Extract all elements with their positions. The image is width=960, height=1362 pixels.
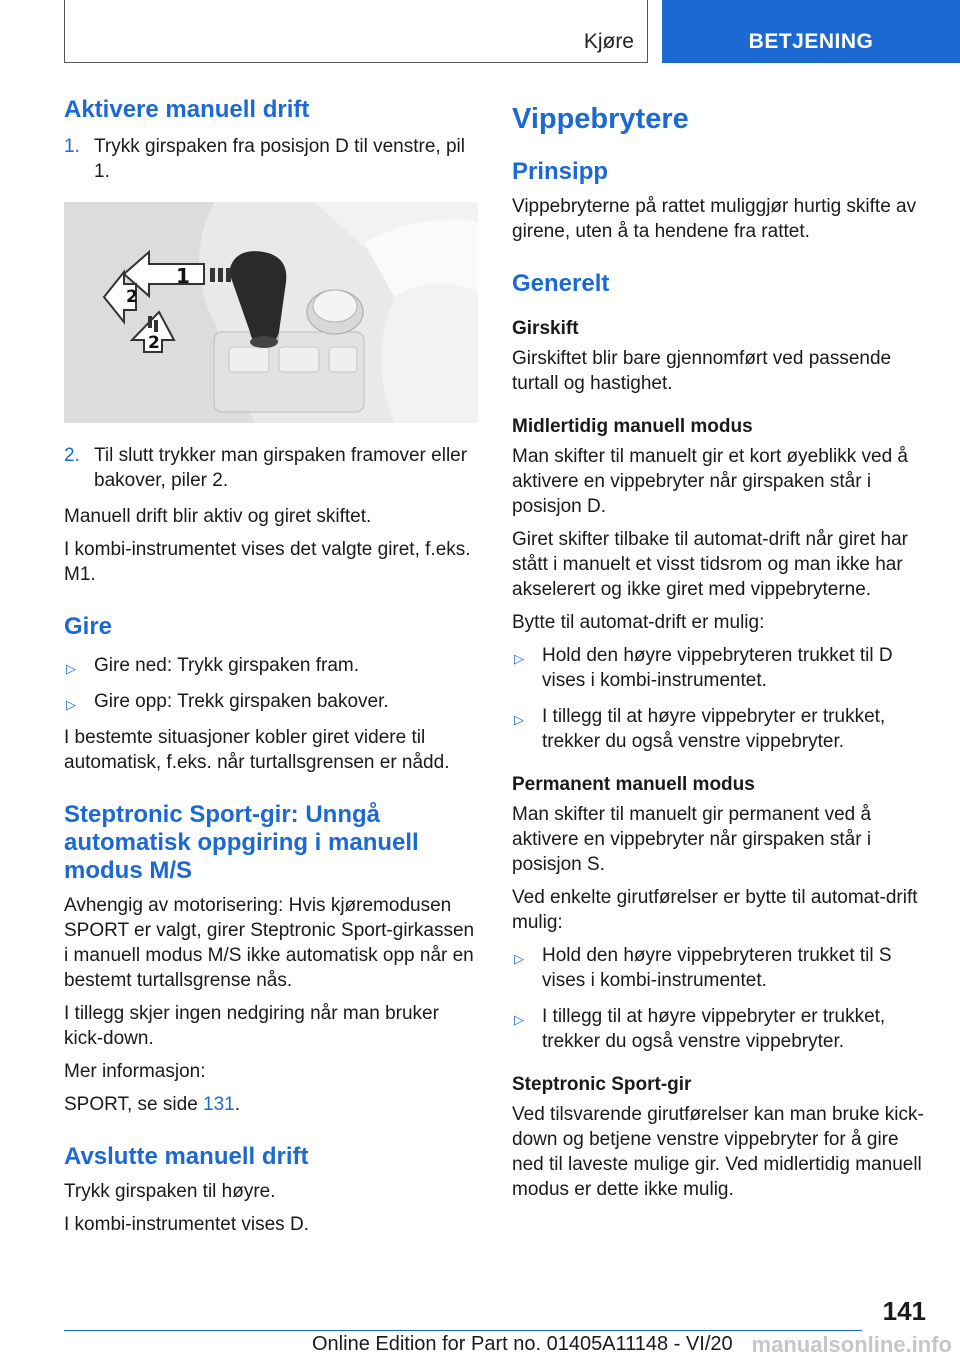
- paragraph: Ved enkelte girutførelser er bytte til automat-drift mulig:: [512, 887, 918, 933]
- heading-activate-manual: Aktivere manuell drift: [64, 96, 310, 123]
- figure-arrow-label-1: 1: [176, 264, 190, 288]
- page-number: 141: [882, 1296, 926, 1326]
- heading-end-manual: Avslutte manuell drift: [64, 1143, 309, 1170]
- list-item-text: Gire ned: Trykk girspaken fram.: [94, 655, 360, 676]
- list-item-text: Hold den høyre vippebryteren trukket til S vises i kombi-instrumentet.: [542, 945, 892, 991]
- triangle-bullet-icon: ▷: [66, 661, 76, 676]
- paragraph: Ved tilsvarende girutførelser kan man bruke kick-down og betjene venstre vippebryter for å gire ned til laveste mulige gir. Ved midlertidig manuell modus er dette ikke mulig.: [512, 1104, 924, 1200]
- list-item-text: Gire opp: Trekk girspaken bakover.: [94, 691, 389, 712]
- step-number: 2.: [64, 445, 80, 466]
- list-item: [512, 943, 928, 993]
- triangle-bullet-icon: ▷: [514, 1012, 524, 1027]
- paragraph: I kombi-instrumentet vises D.: [64, 1214, 309, 1235]
- paragraph: Vippebryterne på rattet muliggjør hurtig skifte av girene, uten å ta hendene fra rattet.: [512, 196, 917, 242]
- figure-arrow-label-2a: 2: [126, 287, 138, 307]
- footer-edition-text: Online Edition for Part no. 01405A11148 - VI/20: [312, 1333, 733, 1355]
- header-section-title: Kjøre: [583, 30, 634, 53]
- triangle-bullet-icon: ▷: [514, 951, 524, 966]
- left-column: [64, 96, 478, 1245]
- step-number: 1.: [64, 136, 80, 157]
- reference-suffix: .: [234, 1094, 241, 1115]
- paragraph: Giret skifter tilbake til automat-drift når giret har stått i manuelt et visst tidsrom og man ikke har akselerert og ikke giret med vippebryterne.: [512, 529, 908, 600]
- triangle-bullet-icon: ▷: [514, 651, 524, 666]
- heading-gire: Gire: [64, 613, 113, 640]
- list-item: [64, 689, 478, 714]
- paragraph: Trykk girspaken til høyre.: [64, 1181, 276, 1202]
- paragraph: Mer informasjon:: [64, 1061, 206, 1082]
- list-item: [512, 704, 928, 754]
- right-column: [512, 96, 928, 1210]
- paragraph: Bytte til automat-drift er mulig:: [512, 612, 765, 633]
- subheading-steptronic-sport: Steptronic Sport-gir: [512, 1074, 692, 1095]
- figure-arrow-label-2b: 2: [148, 333, 160, 353]
- list-item-text: I tillegg til at høyre vippebryter er trukket, trekker du også venstre vippebryter.: [542, 1006, 886, 1052]
- paragraph: I tillegg skjer ingen nedgiring når man bruker kick-down.: [64, 1003, 439, 1049]
- step-text: Til slutt trykker man girspaken framover eller bakover, piler 2.: [94, 445, 468, 491]
- list-item-text: I tillegg til at høyre vippebryter er trukket, trekker du også venstre vippebryter.: [542, 706, 886, 752]
- triangle-bullet-icon: ▷: [66, 697, 76, 712]
- paragraph: I bestemte situasjoner kobler giret videre til automatisk, f.eks. når turtallsgrensen er nådd.: [64, 727, 450, 773]
- step-text: Trykk girspaken fra posisjon D til venstre, pil 1.: [94, 136, 465, 182]
- heading-steptronic-sport: Steptronic Sport-gir: Unngå automatisk oppgiring i manuell modus M/S: [64, 801, 419, 884]
- list-item-text: Hold den høyre vippebryteren trukket til D vises i kombi-instrumentet.: [542, 645, 893, 691]
- page-reference-link[interactable]: 131: [203, 1094, 235, 1115]
- paragraph: I kombi-instrumentet vises det valgte giret, f.eks. M1.: [64, 539, 471, 585]
- paragraph: Man skifter til manuelt gir et kort øyeblikk ved å aktivere en vippebryter når girspaken står i posisjon D.: [512, 446, 908, 517]
- footer-divider: [64, 1330, 862, 1331]
- subheading-permanent-manual: Permanent manuell modus: [512, 774, 755, 795]
- header-chapter-tab: BETJENING: [662, 0, 960, 63]
- triangle-bullet-icon: ▷: [514, 712, 524, 727]
- step-1: [64, 134, 478, 184]
- list-item: [512, 1004, 928, 1054]
- reference-text: SPORT, se side: [64, 1094, 204, 1115]
- paragraph-sport-reference: [64, 1092, 478, 1117]
- heading-general: Generelt: [512, 270, 610, 297]
- watermark-logo: manualsonline.info: [751, 1332, 952, 1357]
- paragraph: Man skifter til manuelt gir permanent ved å aktivere en vippebryter når girspaken står i posisjon S.: [512, 804, 872, 875]
- list-item: [512, 643, 928, 693]
- heading-paddle-shifters: Vippebrytere: [512, 103, 689, 135]
- gear-selector-illustration: [64, 202, 478, 423]
- paragraph: Girskiftet blir bare gjennomført ved passende turtall og hastighet.: [512, 348, 892, 394]
- list-item: [64, 653, 478, 678]
- subheading-gear-shift: Girskift: [512, 318, 579, 339]
- subheading-temporary-manual: Midlertidig manuell modus: [512, 416, 753, 437]
- paragraph: Manuell drift blir aktiv og giret skiftet.: [64, 506, 372, 527]
- gear-selector-drawing: [64, 202, 478, 423]
- paragraph: Avhengig av motorisering: Hvis kjøremodusen SPORT er valgt, girer Steptronic Sport-girkassen i manuell modus M/S ikke automatisk opp når en bestemt turtallsgrense nås.: [64, 895, 475, 991]
- step-2: [64, 443, 478, 493]
- heading-principle: Prinsipp: [512, 158, 609, 185]
- header-frame: [64, 0, 648, 63]
